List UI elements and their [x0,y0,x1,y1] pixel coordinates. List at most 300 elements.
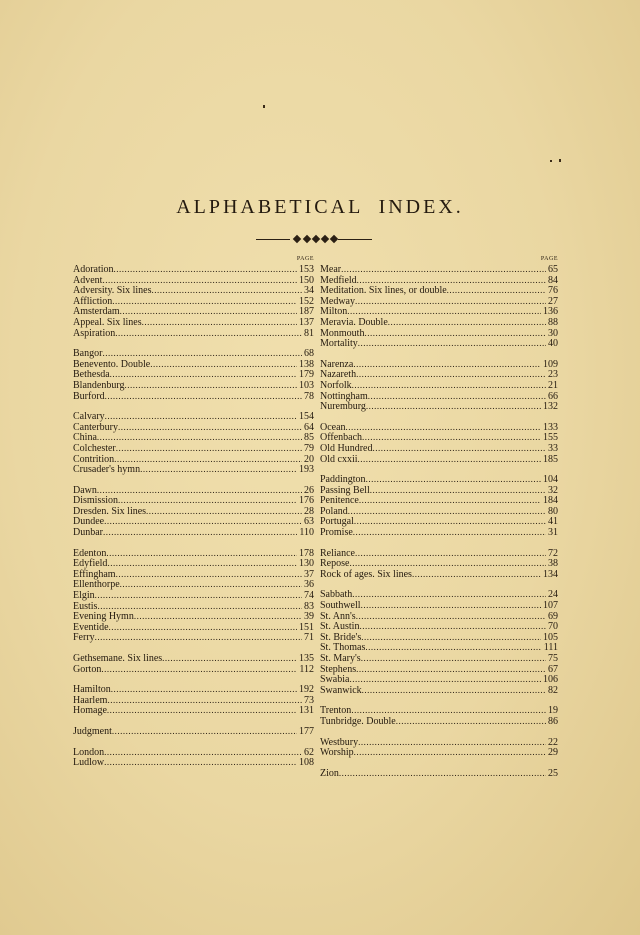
dot-leader [355,296,546,307]
dot-leader [349,674,541,685]
dot-leader [447,285,546,296]
index-entry [320,432,558,443]
tune-name: Judgment [73,725,112,737]
page-number: 37 [304,568,314,580]
page-number: 29 [548,747,558,759]
dot-leader [152,285,302,296]
page-number: 137 [299,316,314,328]
dot-leader [339,768,546,779]
tune-name: Colchester [73,442,116,454]
page-number: 112 [299,663,314,675]
index-column-right [320,256,558,778]
page-number: 104 [543,474,558,486]
page-number: 151 [299,621,314,633]
page-number: 82 [548,684,558,696]
index-entry [320,380,558,391]
dot-leader [104,747,302,758]
index-entry [320,611,558,622]
dot-leader [352,380,546,391]
page-number: 192 [299,684,314,696]
index-entry [73,506,314,517]
page-number: 73 [304,694,314,706]
tune-name: Nuremburg [320,401,366,413]
tune-name: Norfolk [320,379,352,391]
dot-leader [118,495,297,506]
page-number: 132 [543,401,558,413]
index-entry [320,632,558,643]
page-number: 69 [548,610,558,622]
tune-name: Offenbach [320,432,363,444]
tune-name: Homage [73,705,107,717]
page-number: 71 [304,632,314,644]
dot-leader [101,664,297,675]
index-entry [320,495,558,506]
page-number: 68 [304,348,314,360]
tune-name: Evening Hymn [73,611,134,623]
tune-name: Dawn [73,484,97,496]
index-entry [320,642,558,653]
tune-name: Nazareth [320,369,357,381]
dot-leader [109,622,297,633]
index-entry [320,454,558,465]
index-entry [73,695,314,706]
page-number: 130 [299,558,314,570]
index-entry [73,328,314,339]
page-number: 76 [548,285,558,297]
page-number: 33 [548,442,558,454]
dot-leader [346,422,541,433]
page-number: 39 [304,611,314,623]
index-entry [320,369,558,380]
index-entry [320,589,558,600]
dot-leader [114,454,302,465]
page-number: 75 [548,653,558,664]
tune-name: St. Mary's [320,653,361,664]
dot-leader [353,359,541,370]
index-entry [73,264,314,275]
group-spacer [320,695,558,705]
page-number: 108 [299,757,314,769]
page-number: 27 [548,295,558,307]
tune-name: Ellenthorpe [73,579,120,591]
page-number: 30 [548,327,558,339]
tune-name: Stephens [320,663,357,675]
group-spacer [73,737,314,747]
index-entry [73,726,314,737]
group-spacer [320,464,558,474]
index-entry [73,380,314,391]
dot-leader [365,642,541,653]
index-entry [73,684,314,695]
index-entry [73,454,314,465]
dot-leader [347,306,541,317]
page-number: 21 [548,379,558,391]
group-spacer [73,643,314,653]
dot-leader [115,328,302,339]
tune-name: Medway [320,295,355,307]
dot-leader [110,369,297,380]
index-entry [73,653,314,664]
dot-leader [366,401,541,412]
tune-name: Mortality [320,338,358,350]
dot-leader [361,632,541,643]
index-entry [320,317,558,328]
dot-leader [112,296,297,307]
page-number: 80 [548,505,558,517]
tune-name: Eustis [73,600,98,612]
dot-leader [354,747,546,758]
tune-name: Passing Bell [320,484,370,496]
page-number: 28 [304,505,314,517]
tune-name: Repose [320,558,350,570]
index-entry [73,632,314,643]
dot-leader [112,726,297,737]
page-number: 38 [548,558,558,570]
index-entry [73,306,314,317]
index-entry [73,705,314,716]
index-entry [320,306,558,317]
index-entry [320,621,558,632]
index-entry [320,391,558,402]
page-number: 133 [543,421,558,433]
page-number: 65 [548,264,558,275]
dot-leader [353,527,546,538]
index-entry [320,285,558,296]
group-spacer [73,538,314,548]
tune-name: Dismission [73,495,119,507]
dot-leader [358,338,546,349]
tune-name: Effingham [73,568,116,580]
dot-leader [358,737,546,748]
tune-name: Meditation. Six lines, or double [320,285,447,297]
group-spacer [320,538,558,548]
index-entry [73,391,314,402]
dot-leader [111,684,297,695]
tune-name: Penitence [320,495,359,507]
index-entry [320,485,558,496]
tune-name: Adversity. Six lines [73,285,152,297]
index-entry [320,527,558,538]
tune-name: Aspiration [73,327,116,339]
page-number: 152 [299,295,314,307]
index-column-left [73,256,314,768]
page-number: 179 [299,369,314,381]
tune-name: Amsterdam [73,306,120,318]
page-number: 25 [548,767,558,779]
index-entry [320,359,558,370]
page-column-label: PAGE [296,256,314,262]
tune-name: China [73,432,97,444]
tune-name: London [73,746,105,758]
dot-leader [102,275,297,286]
tune-name: Worship [320,747,354,759]
dot-leader [104,757,297,768]
dot-leader [142,317,297,328]
index-entry [73,411,314,422]
page-column-label: PAGE [540,256,558,262]
tune-name: Calvary [73,411,105,423]
dot-leader [97,485,302,496]
index-entry [320,600,558,611]
tune-name: Rock of ages. Six lines [320,568,412,580]
index-entry [320,443,558,454]
index-entry [73,275,314,286]
dot-leader [341,264,546,275]
page-number: 66 [548,390,558,402]
tune-name: Haarlem [73,694,108,706]
dot-leader [134,611,302,622]
page-number: 153 [299,264,314,275]
dot-leader [162,653,297,664]
dot-leader [95,590,302,601]
index-entry [320,664,558,675]
index-entry [73,558,314,569]
dot-leader [356,611,546,622]
dot-leader [97,432,302,443]
group-spacer [320,579,558,589]
index-entry [320,768,558,779]
tune-name: Contrition [73,453,115,465]
tune-name: Tunbridge. Double [320,715,396,727]
page-number: 24 [548,589,558,601]
tune-name: Milton [320,306,348,318]
tune-name: Southwell [320,600,361,612]
page-number: 131 [299,705,314,717]
tune-name: Promise [320,527,353,539]
index-entry [73,422,314,433]
page-number: 22 [548,736,558,748]
dot-leader [120,306,297,317]
dot-leader [146,506,302,517]
tune-name: Eventide [73,621,109,633]
tune-name: Trenton [320,705,352,717]
page-number: 184 [543,495,558,507]
dot-leader [114,264,297,275]
tune-name: Gorton [73,663,102,675]
dot-leader [361,600,541,611]
tune-name: Appeal. Six lines [73,316,142,328]
dot-leader [120,579,302,590]
group-spacer [73,338,314,348]
index-entry [320,328,558,339]
index-entry [73,443,314,454]
tune-name: Portugal [320,516,354,528]
index-entry [73,464,314,475]
page-number: 81 [304,327,314,339]
index-entry [73,622,314,633]
dot-leader [396,716,546,727]
dot-leader [106,548,297,559]
page-number: 19 [548,705,558,717]
ornament-divider [256,234,372,246]
index-entry [73,579,314,590]
page-number: 85 [304,432,314,444]
index-entry [73,359,314,370]
page-number: 63 [304,516,314,528]
dot-leader [361,653,546,664]
group-spacer [73,674,314,684]
tune-name: Adoration [73,264,114,275]
page-number: 64 [304,421,314,433]
tune-name: Narenza [320,358,354,370]
dot-leader [359,495,541,506]
page-number: 83 [304,600,314,612]
index-entry [73,527,314,538]
index-entry [73,548,314,559]
tune-name: Elgin [73,590,95,602]
page-number: 176 [299,495,314,507]
tune-name: Burford [73,390,105,402]
dot-leader [118,422,302,433]
index-entry [320,506,558,517]
page-number: 70 [548,621,558,633]
index-entry [73,590,314,601]
group-spacer [320,412,558,422]
tune-name: Swabia [320,674,350,686]
dot-leader [103,527,297,538]
index-entry [73,516,314,527]
page-number: 193 [299,464,314,476]
index-entry [320,338,558,349]
dot-leader [104,516,302,527]
tune-name: Old cxxii [320,453,358,465]
ink-mark [263,105,265,108]
tune-name: Dunbar [73,527,103,539]
dot-leader [370,485,546,496]
page-number: 150 [299,274,314,286]
index-entry [320,275,558,286]
tune-name: Dundee [73,516,105,528]
dot-leader [412,569,541,580]
page-number: 155 [543,432,558,444]
index-entry [73,485,314,496]
index-entry [320,653,558,664]
index-entry [320,685,558,696]
index-entry [320,422,558,433]
tune-name: Ocean [320,421,346,433]
page-number: 135 [299,653,314,664]
tune-name: Bangor [73,348,103,360]
tune-name: Advent [73,274,103,286]
index-entry [73,432,314,443]
dot-leader [95,632,302,643]
tune-name: Benevento. Double [73,358,151,370]
tune-name: Meravia. Double [320,316,388,328]
dot-leader [124,380,297,391]
tune-name: St. Austin [320,621,360,633]
index-entry [320,705,558,716]
index-entry [320,296,558,307]
dot-leader [364,328,546,339]
tune-name: Reliance [320,547,355,559]
tune-name: Dresden. Six lines [73,505,147,517]
page-number: 34 [304,285,314,297]
page-number: 36 [304,579,314,591]
page-number: 111 [543,642,558,654]
page-number: 79 [304,442,314,454]
tune-name: Poland [320,505,348,517]
index-entry [73,747,314,758]
page-number: 110 [299,527,314,539]
tune-name: Bethesda [73,369,110,381]
dot-leader [150,359,297,370]
ink-mark [559,159,561,162]
index-entry [73,296,314,307]
index-entry [320,747,558,758]
index-entry [73,664,314,675]
index-entry [320,548,558,559]
tune-name: St. Thomas [320,642,366,654]
page-number: 185 [543,453,558,465]
dot-leader [355,548,546,559]
index-entry [320,569,558,580]
index-entry [73,317,314,328]
index-entry [73,369,314,380]
tune-name: Edyfield [73,558,108,570]
tune-name: Ludlow [73,757,105,769]
dot-leader [107,558,297,569]
page-number: 20 [304,453,314,465]
index-entry [320,674,558,685]
index-entry [320,264,558,275]
dot-leader [348,506,546,517]
dot-leader [373,443,547,454]
page-number: 105 [543,631,558,643]
page-number: 103 [299,379,314,391]
tune-name: Blandenburg [73,379,125,391]
index-entry [73,285,314,296]
index-entry [320,737,558,748]
tune-name: Edenton [73,547,107,559]
dot-leader [357,275,546,286]
index-entry [73,611,314,622]
index-entry [73,569,314,580]
page-number: 154 [299,411,314,423]
dot-leader [107,695,302,706]
dot-leader [366,474,541,485]
page-number: 23 [548,369,558,381]
tune-name: Zion [320,767,339,779]
page-number: 187 [299,306,314,318]
dot-leader [349,558,546,569]
tune-name: St. Bride's [320,631,362,643]
page-number: 84 [548,274,558,286]
dot-leader [358,454,542,465]
page-number: 138 [299,358,314,370]
page-number: 74 [304,590,314,602]
index-entry [73,348,314,359]
index-entry [320,401,558,412]
dot-leader [362,685,546,696]
page-number: 32 [548,484,558,496]
dot-leader [140,464,297,475]
tune-name: Nottingham [320,390,368,402]
dot-leader [352,589,546,600]
dot-leader [351,705,546,716]
page-number: 86 [548,715,558,727]
group-spacer [73,475,314,485]
index-entry [73,495,314,506]
dot-leader [116,443,302,454]
page-number: 62 [304,746,314,758]
index-entry [320,558,558,569]
dot-leader [354,516,546,527]
tune-name: Sabbath [320,589,353,601]
tune-name: Monmouth [320,327,365,339]
group-spacer [73,716,314,726]
dot-leader [107,705,297,716]
index-entry [73,601,314,612]
